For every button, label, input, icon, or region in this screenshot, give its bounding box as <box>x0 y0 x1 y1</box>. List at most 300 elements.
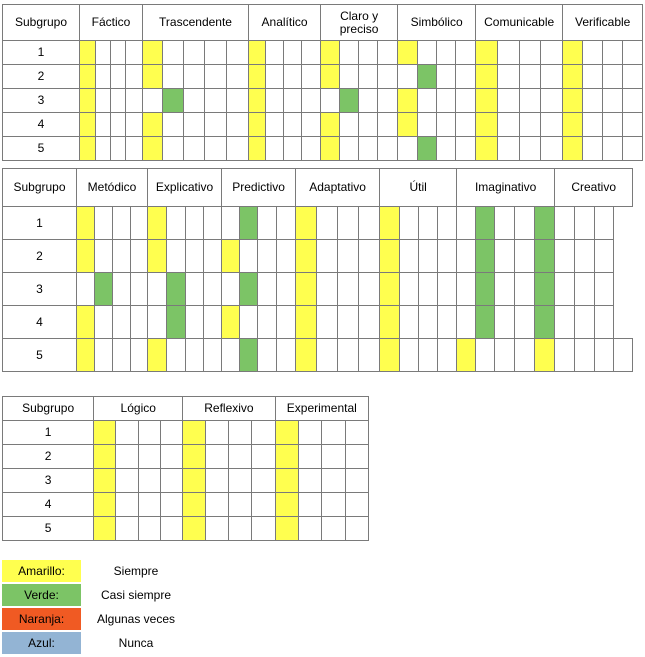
empty-cell <box>131 273 148 306</box>
empty-cell <box>498 113 520 137</box>
yellow-cell <box>94 421 116 445</box>
yellow-cell <box>183 469 205 493</box>
empty-cell <box>222 339 240 372</box>
empty-cell <box>163 65 184 89</box>
table-1-body <box>3 41 643 161</box>
yellow-cell <box>94 469 116 493</box>
empty-cell <box>184 65 205 89</box>
empty-cell <box>338 339 359 372</box>
empty-cell <box>284 65 302 89</box>
empty-cell <box>161 493 183 517</box>
empty-cell <box>204 207 222 240</box>
yellow-cell <box>275 421 298 445</box>
empty-cell <box>184 137 205 161</box>
green-cell <box>418 65 437 89</box>
empty-cell <box>227 113 249 137</box>
empty-cell <box>186 207 204 240</box>
empty-cell <box>515 306 535 339</box>
empty-cell <box>583 113 603 137</box>
empty-cell <box>520 137 541 161</box>
empty-cell <box>419 273 438 306</box>
empty-cell <box>204 339 222 372</box>
empty-cell <box>131 207 148 240</box>
empty-cell <box>520 113 541 137</box>
empty-cell <box>495 339 515 372</box>
empty-cell <box>340 137 359 161</box>
yellow-cell <box>249 41 266 65</box>
empty-cell <box>359 137 378 161</box>
empty-cell <box>96 41 111 65</box>
empty-cell <box>113 306 131 339</box>
yellow-cell <box>275 445 298 469</box>
empty-cell <box>298 469 321 493</box>
empty-cell <box>541 89 563 113</box>
empty-cell <box>111 137 126 161</box>
yellow-cell <box>563 137 583 161</box>
empty-cell <box>398 65 418 89</box>
empty-cell <box>148 306 167 339</box>
yellow-cell <box>563 89 583 113</box>
empty-cell <box>575 240 595 273</box>
table-row <box>3 273 633 306</box>
empty-cell <box>317 306 338 339</box>
green-cell <box>167 306 186 339</box>
table-row <box>3 41 643 65</box>
legend-meaning: Nunca <box>118 636 154 650</box>
yellow-cell <box>77 339 95 372</box>
empty-cell <box>322 445 345 469</box>
empty-cell <box>345 517 368 541</box>
empty-cell <box>113 273 131 306</box>
empty-cell <box>277 273 296 306</box>
empty-cell <box>222 207 240 240</box>
empty-cell <box>95 240 113 273</box>
empty-cell <box>258 339 277 372</box>
empty-cell <box>400 273 419 306</box>
empty-cell <box>96 65 111 89</box>
yellow-cell <box>296 207 317 240</box>
empty-cell <box>438 339 457 372</box>
subgroup-label: 2 <box>3 240 77 273</box>
empty-cell <box>438 207 457 240</box>
subgroup-label: 2 <box>3 65 80 89</box>
empty-cell <box>205 41 227 65</box>
empty-cell <box>240 240 258 273</box>
empty-cell <box>378 41 398 65</box>
empty-cell <box>96 113 111 137</box>
empty-cell <box>495 306 515 339</box>
table-3 <box>2 396 369 541</box>
empty-cell <box>205 445 228 469</box>
yellow-cell <box>563 113 583 137</box>
empty-cell <box>338 306 359 339</box>
empty-cell <box>317 240 338 273</box>
column-header: Trascendente <box>143 5 249 41</box>
empty-cell <box>204 240 222 273</box>
empty-cell <box>322 493 345 517</box>
subgroup-label: 4 <box>3 306 77 339</box>
empty-cell <box>623 113 643 137</box>
empty-cell <box>457 207 476 240</box>
empty-cell <box>575 207 595 240</box>
empty-cell <box>623 89 643 113</box>
empty-cell <box>126 65 143 89</box>
empty-cell <box>227 137 249 161</box>
column-header: Reflexivo <box>183 397 275 421</box>
empty-cell <box>131 339 148 372</box>
table-row <box>3 306 633 339</box>
table-row <box>3 240 633 273</box>
table-row <box>3 89 643 113</box>
empty-cell <box>541 137 563 161</box>
yellow-cell <box>476 41 498 65</box>
empty-cell <box>95 207 113 240</box>
empty-cell <box>515 273 535 306</box>
subgroup-label: 4 <box>3 113 80 137</box>
subgroup-label: 2 <box>3 445 94 469</box>
yellow-cell <box>183 445 205 469</box>
yellow-cell <box>535 339 555 372</box>
empty-cell <box>457 240 476 273</box>
empty-cell <box>317 273 338 306</box>
yellow-cell <box>275 469 298 493</box>
yellow-cell <box>398 41 418 65</box>
empty-cell <box>595 273 614 306</box>
empty-cell <box>161 469 183 493</box>
empty-cell <box>338 207 359 240</box>
empty-cell <box>96 89 111 113</box>
empty-cell <box>520 89 541 113</box>
green-cell <box>240 339 258 372</box>
empty-cell <box>603 113 623 137</box>
yellow-cell <box>94 493 116 517</box>
empty-cell <box>184 113 205 137</box>
table-row <box>3 517 369 541</box>
yellow-cell <box>296 339 317 372</box>
empty-cell <box>338 273 359 306</box>
yellow-cell <box>380 306 400 339</box>
empty-cell <box>126 113 143 137</box>
empty-cell <box>359 89 378 113</box>
green-cell <box>535 207 555 240</box>
empty-cell <box>302 65 321 89</box>
legend-meaning: Algunas veces <box>96 612 176 626</box>
yellow-cell <box>143 41 163 65</box>
empty-cell <box>252 445 275 469</box>
empty-cell <box>163 41 184 65</box>
empty-cell <box>498 41 520 65</box>
yellow-cell <box>321 41 340 65</box>
empty-cell <box>186 273 204 306</box>
yellow-cell <box>398 89 418 113</box>
empty-cell <box>359 339 380 372</box>
yellow-cell <box>321 137 340 161</box>
subgroup-label: 5 <box>3 137 80 161</box>
legend-swatch: Naranja: <box>2 608 81 630</box>
empty-cell <box>77 273 95 306</box>
empty-cell <box>438 306 457 339</box>
empty-cell <box>167 240 186 273</box>
empty-cell <box>205 493 228 517</box>
empty-cell <box>595 207 614 240</box>
empty-cell <box>359 240 380 273</box>
yellow-cell <box>476 137 498 161</box>
empty-cell <box>277 240 296 273</box>
empty-cell <box>498 65 520 89</box>
yellow-cell <box>457 339 476 372</box>
empty-cell <box>345 445 368 469</box>
legend-row <box>2 560 242 584</box>
empty-cell <box>302 41 321 65</box>
green-cell <box>163 89 184 113</box>
legend-swatch: Verde: <box>2 584 81 606</box>
empty-cell <box>298 445 321 469</box>
subgroup-label: 3 <box>3 469 94 493</box>
yellow-cell <box>183 421 205 445</box>
yellow-cell <box>249 65 266 89</box>
column-header: Experimental <box>275 397 368 421</box>
empty-cell <box>138 445 160 469</box>
empty-cell <box>116 517 138 541</box>
yellow-cell <box>148 207 167 240</box>
empty-cell <box>317 207 338 240</box>
empty-cell <box>515 339 535 372</box>
legend-row <box>2 584 242 608</box>
empty-cell <box>184 41 205 65</box>
subgroup-header: Subgrupo <box>3 5 80 41</box>
empty-cell <box>575 273 595 306</box>
yellow-cell <box>249 137 266 161</box>
subgroup-label: 3 <box>3 89 80 113</box>
empty-cell <box>555 306 575 339</box>
empty-cell <box>400 207 419 240</box>
empty-cell <box>266 137 284 161</box>
empty-cell <box>321 89 340 113</box>
empty-cell <box>359 273 380 306</box>
empty-cell <box>419 240 438 273</box>
empty-cell <box>167 207 186 240</box>
empty-cell <box>437 137 456 161</box>
empty-cell <box>515 207 535 240</box>
empty-cell <box>227 65 249 89</box>
column-header: Fáctico <box>80 5 143 41</box>
color-legend <box>2 560 242 656</box>
empty-cell <box>400 306 419 339</box>
empty-cell <box>418 89 437 113</box>
empty-cell <box>228 445 251 469</box>
empty-cell <box>456 137 476 161</box>
empty-cell <box>298 517 321 541</box>
empty-cell <box>359 41 378 65</box>
empty-cell <box>258 240 277 273</box>
legend-meaning: Siempre <box>113 564 159 578</box>
column-header: Adaptativo <box>296 169 380 207</box>
empty-cell <box>603 89 623 113</box>
empty-cell <box>456 41 476 65</box>
empty-cell <box>555 339 575 372</box>
table-2 <box>2 168 633 372</box>
empty-cell <box>456 113 476 137</box>
empty-cell <box>398 137 418 161</box>
table-3-body <box>3 421 369 541</box>
subgroup-label: 1 <box>3 421 94 445</box>
empty-cell <box>298 493 321 517</box>
empty-cell <box>345 493 368 517</box>
yellow-cell <box>80 41 96 65</box>
empty-cell <box>138 517 160 541</box>
empty-cell <box>378 137 398 161</box>
yellow-cell <box>94 445 116 469</box>
empty-cell <box>345 469 368 493</box>
table-row <box>3 445 369 469</box>
table-row <box>3 421 369 445</box>
empty-cell <box>277 306 296 339</box>
empty-cell <box>138 493 160 517</box>
yellow-cell <box>143 137 163 161</box>
table-3-header-row <box>3 397 369 421</box>
yellow-cell <box>296 306 317 339</box>
empty-cell <box>437 41 456 65</box>
empty-cell <box>227 41 249 65</box>
subgroup-label: 3 <box>3 273 77 306</box>
empty-cell <box>583 41 603 65</box>
subgroup-label: 1 <box>3 207 77 240</box>
legend-meaning: Casi siempre <box>100 588 172 602</box>
empty-cell <box>302 137 321 161</box>
empty-cell <box>437 113 456 137</box>
yellow-cell <box>321 65 340 89</box>
empty-cell <box>345 421 368 445</box>
empty-cell <box>359 113 378 137</box>
empty-cell <box>284 89 302 113</box>
column-header: Útil <box>380 169 457 207</box>
table-2-header-row <box>3 169 633 207</box>
empty-cell <box>116 493 138 517</box>
yellow-cell <box>275 517 298 541</box>
empty-cell <box>595 240 614 273</box>
empty-cell <box>204 306 222 339</box>
empty-cell <box>298 421 321 445</box>
empty-cell <box>266 65 284 89</box>
yellow-cell <box>321 113 340 137</box>
empty-cell <box>252 421 275 445</box>
empty-cell <box>418 113 437 137</box>
table-1 <box>2 4 643 161</box>
green-cell <box>476 207 495 240</box>
legend-row <box>2 608 242 632</box>
empty-cell <box>258 207 277 240</box>
empty-cell <box>138 469 160 493</box>
empty-cell <box>437 65 456 89</box>
empty-cell <box>205 469 228 493</box>
empty-cell <box>520 65 541 89</box>
empty-cell <box>111 89 126 113</box>
empty-cell <box>457 273 476 306</box>
empty-cell <box>96 137 111 161</box>
column-header: Comunicable <box>476 5 563 41</box>
yellow-cell <box>249 113 266 137</box>
yellow-cell <box>77 240 95 273</box>
empty-cell <box>228 517 251 541</box>
empty-cell <box>277 207 296 240</box>
empty-cell <box>116 469 138 493</box>
empty-cell <box>340 65 359 89</box>
empty-cell <box>359 65 378 89</box>
yellow-cell <box>249 89 266 113</box>
empty-cell <box>113 207 131 240</box>
empty-cell <box>495 207 515 240</box>
empty-cell <box>623 137 643 161</box>
green-cell <box>95 273 113 306</box>
empty-cell <box>205 421 228 445</box>
green-cell <box>476 273 495 306</box>
empty-cell <box>258 306 277 339</box>
yellow-cell <box>143 113 163 137</box>
empty-cell <box>515 240 535 273</box>
green-cell <box>240 273 258 306</box>
empty-cell <box>266 41 284 65</box>
empty-cell <box>228 421 251 445</box>
empty-cell <box>555 207 575 240</box>
empty-cell <box>575 339 595 372</box>
empty-cell <box>167 339 186 372</box>
empty-cell <box>222 273 240 306</box>
empty-cell <box>284 41 302 65</box>
empty-cell <box>400 339 419 372</box>
empty-cell <box>456 89 476 113</box>
empty-cell <box>284 137 302 161</box>
empty-cell <box>95 339 113 372</box>
yellow-cell <box>148 339 167 372</box>
yellow-cell <box>380 240 400 273</box>
empty-cell <box>583 137 603 161</box>
yellow-cell <box>94 517 116 541</box>
column-header: Metódico <box>77 169 148 207</box>
empty-cell <box>378 65 398 89</box>
empty-cell <box>116 445 138 469</box>
empty-cell <box>161 445 183 469</box>
empty-cell <box>184 89 205 113</box>
yellow-cell <box>476 113 498 137</box>
yellow-cell <box>80 137 96 161</box>
column-header: Predictivo <box>222 169 296 207</box>
yellow-cell <box>398 113 418 137</box>
empty-cell <box>131 306 148 339</box>
empty-cell <box>186 306 204 339</box>
empty-cell <box>116 421 138 445</box>
empty-cell <box>541 113 563 137</box>
empty-cell <box>95 306 113 339</box>
empty-cell <box>476 339 495 372</box>
empty-cell <box>163 137 184 161</box>
empty-cell <box>359 207 380 240</box>
empty-cell <box>126 89 143 113</box>
empty-cell <box>138 421 160 445</box>
column-header: Lógico <box>94 397 183 421</box>
yellow-cell <box>563 65 583 89</box>
column-header: Verificable <box>563 5 643 41</box>
empty-cell <box>252 469 275 493</box>
empty-cell <box>227 89 249 113</box>
empty-cell <box>575 306 595 339</box>
subgroup-label: 1 <box>3 41 80 65</box>
empty-cell <box>205 65 227 89</box>
table-row <box>3 493 369 517</box>
empty-cell <box>205 137 227 161</box>
empty-cell <box>317 339 338 372</box>
empty-cell <box>603 65 623 89</box>
empty-cell <box>595 306 614 339</box>
